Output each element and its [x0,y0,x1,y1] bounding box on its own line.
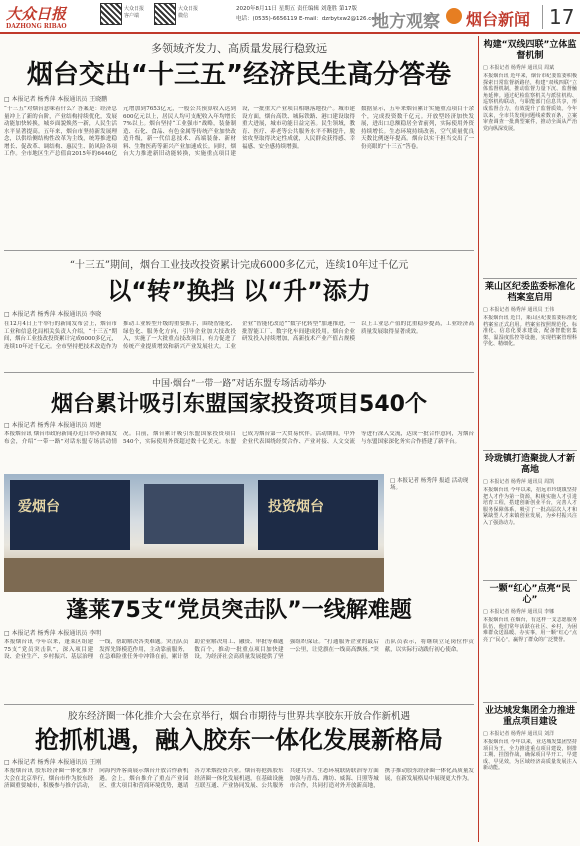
sidebar-body: 本报烟台讯 近年来，烟台市纪委监委积极探索日常监督新路径，构建“双线四联”立体监督机制，推动监督力量下沉、监督触角延伸。通过纪检监察机关与派驻机构、巡察机构联动，与职能部门信息共享，形成监督合力，有效提升了监督质效。今年以来，全市共发现问题线索数百条，立案审查调查一批典型案件，推动全面从严治党向纵深发展。 [483,73,577,132]
sidebar-byline: □ 本报记者 杨秀萍 通讯员 刘洋 [483,731,555,737]
dateline: 2020年8月11日 星期五 责任编辑 刘蓬胜 第17版 [236,6,357,12]
story-4-headline: 蓬莱75支“党员突击队”一线解难题 [66,598,412,623]
logo-subtext: DAZHONG RIBAO [6,23,67,30]
logo-text: 大众日报 [6,5,67,23]
section-brand: 烟台新闻 [466,10,531,29]
story-5-byline: □ 本报记者 杨秀萍 本报通讯员 王刚 [4,759,102,766]
story-5 [4,708,474,844]
qr-label-wechat: 大众日报 微信 [178,6,199,19]
main-column [4,36,474,842]
story-4 [4,596,474,705]
story-1-para-1: “十三五”对烟台意味着什么？答案是：经济总量冲上了新的台阶，产业结构持续优化，发展动能加快转换，城乡面貌焕然一新，人民生活水平显著提高。五年来，烟台市坚持新发展理念，以供给侧结构性改革为主线，统筹推进稳增长、促改革、调结构、惠民生、防风险各项工作。全市地区生产总值由2015年的6446亿元增加到7653亿元，一般公共预算收入达到600亿元以上，居民人均可支配收入年均增长7%以上。烟台坚持“工业强市”战略，装备制造、石化、食品、有色金属等传统产业加快改造升级，新一代信息技术、高端装备、新材料、生物医药等新兴产业加速成长。同时，烟台大力推进新旧动能转换，实施重点项目建设，一批重大产业项目相继落地投产。城市建设方面，烟台高铁、城际铁路、港口建设取得重大进展，城市功能日益完善。民生领域，教育、医疗、养老等公共服务水平不断提升，脱贫攻坚取得决定性成就，人民群众获得感、幸福感、安全感持续增强。 [4,106,355,157]
sidebar-byline: □ 本报记者 杨秀萍 通讯员 李娜 [483,609,555,615]
photo-screen-text-left: 爱烟台 [18,499,60,515]
sidebar [478,36,578,842]
section-emblem-icon [446,8,462,24]
story-5-body [4,768,474,844]
story-1-byline: □ 本报记者 杨秀萍 本报通讯员 王晓鹏 [4,96,108,103]
sidebar-body: 本报烟台讯 今年以来，业达城发集团坚持项目为王，全力推进重点项目建设，倒排工期、挂图作战，确保项目早开工、早建成、早见效，为区域经济高质量发展注入新动能。 [483,739,577,772]
newspaper-logo [6,4,92,30]
story-2-kicker: “十三五”期间，烟台工业技改投资累计完成6000多亿元，连续10年过千亿元 [69,260,409,271]
qr-code-icon [154,3,176,25]
sidebar-byline: □ 本报记者 杨秀萍 通讯员 周斌 [483,65,555,71]
story-5-para: 本报烟台讯 胶东经济圈一体化推介大会在北京举行，烟台市作为胶东经济圈重要城市，积极参与推介活动，向海内外客商展示烟台开放合作新机遇。会上，烟台推介了重点产业园区、重大项目和营商环境优势，邀请各方来烟投资兴业。烟台将抢抓胶东经济圈一体化发展机遇，在基础设施互联互通、产业协同发展、公共服务共建共享、生态环境联防联治等方面加强与青岛、潍坊、威海、日照等城市合作，共同打造对外开放新高地，携手推动胶东经济圈一体化高质量发展，在新发展格局中展现更大作为。 [4,768,474,789]
sidebar-item [483,454,577,583]
story-3 [4,376,474,475]
sidebar-body: 本报烟台讯 在烟台，有这样一支志愿服务队伍，他们常年活跃在社区、乡村，为困难群众送温暖、办实事，用一颗“红心”点亮了“民心”，赢得了群众的广泛赞誉。 [483,617,577,643]
sidebar-title: 莱山区纪委监委标准化档案室启用 [484,282,575,303]
story-3-byline: □ 本报记者 杨秀萍 本报通讯员 周建 [4,422,102,429]
sidebar-body: 本报烟台讯 近日，莱山区纪委监委标准化档案室正式启用。档案室按照规范化、标准化、信息化要求建设，配备智能密集架、温湿度监控等设施，实现档案管理科学化、精细化。 [483,315,577,348]
sidebar-item [483,40,577,269]
masthead [0,0,580,34]
story-3-photo [4,474,384,592]
sidebar-title: 一颗“红心”点亮“民心” [489,584,571,605]
story-1-para-2: 数据显示，五年来烟台累计实施重点项目千余个，完成投资数千亿元。开放型经济加快发展，进出口总额稳居全省前列，实际使用外资持续增长。生态环境持续改善，空气质量优良天数比例逐年提高。烟台以实干担当交出了一份亮眼的“十三五”答卷。 [361,106,474,150]
sidebar-byline: □ 本报记者 杨秀萍 通讯员 周凯 [483,479,555,485]
qr-label-app: 大众日报 客户端 [124,6,145,19]
story-1 [4,40,474,226]
sidebar-item [483,584,577,709]
sidebar-byline: □ 本报记者 杨秀萍 通讯员 王伟 [483,307,555,313]
story-3-kicker: 中国·烟台“一带一路”对话东盟专场活动举办 [151,379,327,389]
story-3-body [4,431,474,475]
qr-code-icon [100,3,122,25]
story-3-para: 本报烟台讯 烟台市政府新闻办近日举办新闻发布会，介绍“一带一路”对话东盟专场活动情况。目前，烟台累计吸引东盟国家投资项目540个，实际使用外资超过数十亿美元。东盟已成为烟台第一大贸易伙伴。活动期间，中外企业代表围绕经贸合作、产业对接、人文交流等进行深入交流，达成一批合作意向，为烟台与东盟国家深化务实合作搭建了新平台。 [4,431,474,445]
contact-line: 电话：(0535)-6656119 E-mail：dzrbytxw2@126.com [236,16,381,22]
photo-stage [4,558,384,592]
story-3-headline: 烟台累计吸引东盟国家投资项目540个 [51,392,427,417]
section-name: 地方观察 [372,12,440,32]
sidebar-item [483,282,577,435]
sidebar-title: 构建“双线四联”立体监督机制 [483,40,577,61]
sidebar-title: 玲珑镇打造聚拢人才新高地 [484,454,575,475]
story-3-caption: □ 本报记者 杨秀萍 报道 活动现场。 [390,478,469,491]
story-2-para: 在12月4日上午举行的新闻发布会上，烟台市工业和信息化局相关负责人介绍，“十三五”期间，烟台工业技改投资累计完成6000多亿元，连续10年过千亿元。全市坚持把技术改造作为推动工业转型升级的重要抓手，围绕智能化、绿色化、服务化方向，引导企业加大技改投入，实施了一大批重点技改项目，有力促进了传统产业提质增效和新兴产业发展壮大。工业企业“智能化改造”“数字化转型”加速推进，一批智能工厂、数字化车间建成投用。烟台企业研发投入持续增加，高新技术产业产值占规模以上工业总产值的比重稳步提高，工业经济高质量发展取得显著成效。 [4,321,474,350]
story-2-headline: 以“转”换挡 以“升”添力 [107,277,371,305]
divider [483,702,577,703]
page-number: 17 [542,5,574,29]
story-4-body [4,639,474,705]
divider [483,278,577,279]
story-5-headline: 抢抓机遇，融入胶东一体化发展新格局 [35,726,443,754]
divider [483,450,577,451]
divider [483,580,577,581]
sidebar-item [483,706,577,839]
story-1-headline: 烟台交出“十三五”经济民生高分答卷 [26,60,452,90]
story-2 [4,256,474,379]
story-2-byline: □ 本报记者 杨秀萍 本报通讯员 李晓 [4,311,102,318]
divider [4,704,474,705]
sidebar-body: 本报烟台讯 今年以来，招远市玲珑镇坚持把人才作为第一资源，积极实施人才引进培育工程，搭建创新创业平台，完善人才服务保障体系，吸引了一批高层次人才和紧缺型人才来镇创业发展，为乡村振兴注入了强劲动力。 [483,487,577,526]
story-4-para: 本报烟台讯 今年以来，蓬莱区组建75支“党员突击队”，深入项目建设、企业生产、乡村振兴、基层治理一线，帮助解决各类难题。突击队员发挥先锋模范作用，主动靠前服务，在急难险重任务中冲锋在前，累计帮助企业解决用工、融资、审批等难题数百个，推动一批重点项目加快建设，为经济社会高质量发展提供了坚强组织保证。“打通服务企业的最后一公里，让党旗在一线高高飘扬。”突击队员表示，将继续立足岗位作贡献，以实际行动践行初心使命。 [4,639,474,660]
story-4-byline: □ 本报记者 杨秀萍 本报通讯员 李明 [4,630,102,637]
story-1-body [4,106,474,226]
photo-screen-center [144,484,244,544]
story-5-kicker: 胶东经济圈一体化推介大会在京举行，烟台市期待与世界共享胶东开放合作新机遇 [67,711,410,722]
divider [4,250,474,251]
story-1-kicker: 多领域齐发力、高质量发展行稳致远 [151,42,327,55]
photo-screen-text-right: 投资烟台 [268,499,324,515]
divider [4,372,474,373]
story-2-body [4,321,474,379]
sidebar-title: 业达城发集团全力推进重点项目建设 [484,706,575,727]
